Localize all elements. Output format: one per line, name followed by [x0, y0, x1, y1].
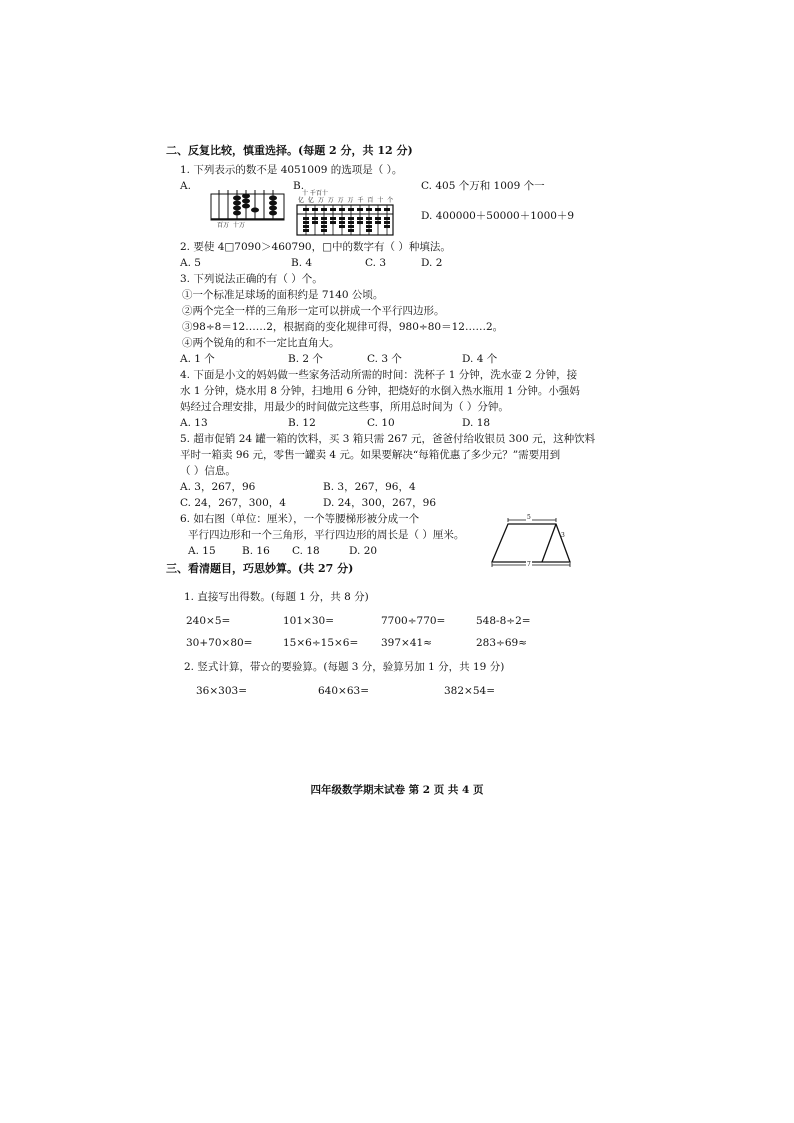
- abacus-a-labels: 百万 十万: [217, 222, 245, 229]
- q6-option-b: B. 16: [242, 545, 270, 557]
- q6-option-d: D. 20: [349, 545, 378, 557]
- q6-option-a: A. 15: [188, 545, 216, 557]
- q2-option-a: A. 5: [180, 257, 201, 269]
- q2-option-c: C. 3: [365, 257, 387, 269]
- q1-option-c: C. 405 个万和 1009 个一: [421, 180, 545, 192]
- oral-calc-6: 15×6÷15×6=: [283, 637, 359, 649]
- q4-option-b: B. 12: [288, 417, 316, 429]
- q4-option-c: C. 10: [367, 417, 395, 429]
- q1-stem: 1. 下列表示的数不是 4051009 的选项是（ ）。: [180, 164, 403, 176]
- oral-calc-1: 240×5=: [186, 615, 231, 627]
- section-2-title: 二、反复比较，慎重选择。(每题 2 分，共 12 分): [166, 144, 413, 157]
- q2-option-b: B. 4: [291, 257, 313, 269]
- figure-label-bottom: 7: [527, 561, 531, 568]
- section-3-title: 三、看清题目，巧思妙算。(共 27 分): [166, 562, 354, 575]
- abacus-b-mid-labels: 亿 亿 万 万 万 万 千 百 十 个: [298, 197, 395, 204]
- part-2-title: 2. 竖式计算，带☆的要验算。(每题 3 分，验算另加 1 分，共 19 分): [184, 661, 505, 673]
- figure-label-top: 5: [527, 514, 531, 521]
- q2-stem: 2. 要使 4□7090＞460790，□中的数字有（ ）种填法。: [180, 241, 451, 253]
- q5-option-d: D. 24，300，267，96: [323, 497, 437, 509]
- q4-option-d: D. 18: [462, 417, 491, 429]
- q4-line-1: 4. 下面是小文的妈妈做一些家务活动所需的时间：洗杯子 1 分钟，洗水壶 2 分钟，接: [180, 369, 578, 381]
- q6-option-c: C. 18: [292, 545, 320, 557]
- q3-stem: 3. 下列说法正确的有（ ）个。: [180, 273, 323, 285]
- q3-statement-1: ①一个标准足球场的面积约是 7140 公顷。: [182, 289, 384, 301]
- oral-calc-2: 101×30=: [283, 615, 334, 627]
- q1-option-a: A.: [180, 180, 191, 192]
- q3-option-b: B. 2 个: [288, 353, 323, 365]
- oral-calc-5: 30+70×80=: [186, 637, 253, 649]
- vertical-calc-1: 36×303=: [196, 685, 247, 697]
- q5-line-3: （ ）信息。: [180, 465, 236, 477]
- q4-line-2: 水 1 分钟，烧水用 8 分钟，扫地用 6 分钟，把烧好的水倒入热水瓶用 1 分钟。小强妈: [180, 385, 580, 397]
- q4-option-a: A. 13: [180, 417, 208, 429]
- q6-line-2: 平行四边形和一个三角形，平行四边形的周长是（ ）厘米。: [188, 529, 465, 541]
- q3-option-c: C. 3 个: [367, 353, 402, 365]
- q5-option-a: A. 3，267，96: [180, 481, 256, 493]
- q3-option-a: A. 1 个: [180, 353, 215, 365]
- trapezoid-figure: [486, 512, 582, 568]
- q5-line-1: 5. 超市促销 24 罐一箱的饮料，买 3 箱只需 267 元，爸爸付给收银员 300 元，这种饮料: [180, 433, 596, 445]
- q3-statement-4: ④两个锐角的和不一定比直角大。: [182, 337, 340, 349]
- q3-statement-2: ②两个完全一样的三角形一定可以拼成一个平行四边形。: [182, 305, 445, 317]
- q2-option-d: D. 2: [421, 257, 443, 269]
- q3-statement-3: ③98÷8＝12……2，根据商的变化规律可得，980÷80＝12……2。: [182, 321, 504, 333]
- abacus-b-top-labels: 十 千百十: [302, 190, 328, 197]
- oral-calc-4: 548-8÷2=: [476, 615, 531, 627]
- q1-option-d: D. 400000＋50000＋1000＋9: [421, 210, 575, 222]
- q6-line-1: 6. 如右图（单位：厘米），一个等腰梯形被分成一个: [180, 513, 420, 525]
- q1-option-b: B.: [293, 180, 305, 192]
- q4-line-3: 妈经过合理安排，用最少的时间做完这些事，所用总时间为（ ）分钟。: [180, 401, 509, 413]
- q5-line-2: 平时一箱卖 96 元，零售一罐卖 4 元。如果要解决“每箱优惠了多少元？”需要用到: [180, 449, 561, 461]
- q5-option-c: C. 24，267，300，4: [180, 497, 286, 509]
- q3-option-d: D. 4 个: [462, 353, 498, 365]
- oral-calc-7: 397×41≈: [381, 637, 432, 649]
- figure-label-side: 3: [561, 532, 565, 539]
- part-1-title: 1. 直接写出得数。(每题 1 分，共 8 分): [184, 591, 369, 603]
- vertical-calc-3: 382×54=: [444, 685, 495, 697]
- vertical-calc-2: 640×63=: [318, 685, 369, 697]
- oral-calc-3: 7700÷770=: [381, 615, 446, 627]
- oral-calc-8: 283÷69≈: [476, 637, 527, 649]
- page-footer: 四年级数学期末试卷 第 2 页 共 4 页: [310, 784, 484, 796]
- q5-option-b: B. 3，267，96，4: [323, 481, 416, 493]
- abacus-b-figure: [296, 204, 394, 236]
